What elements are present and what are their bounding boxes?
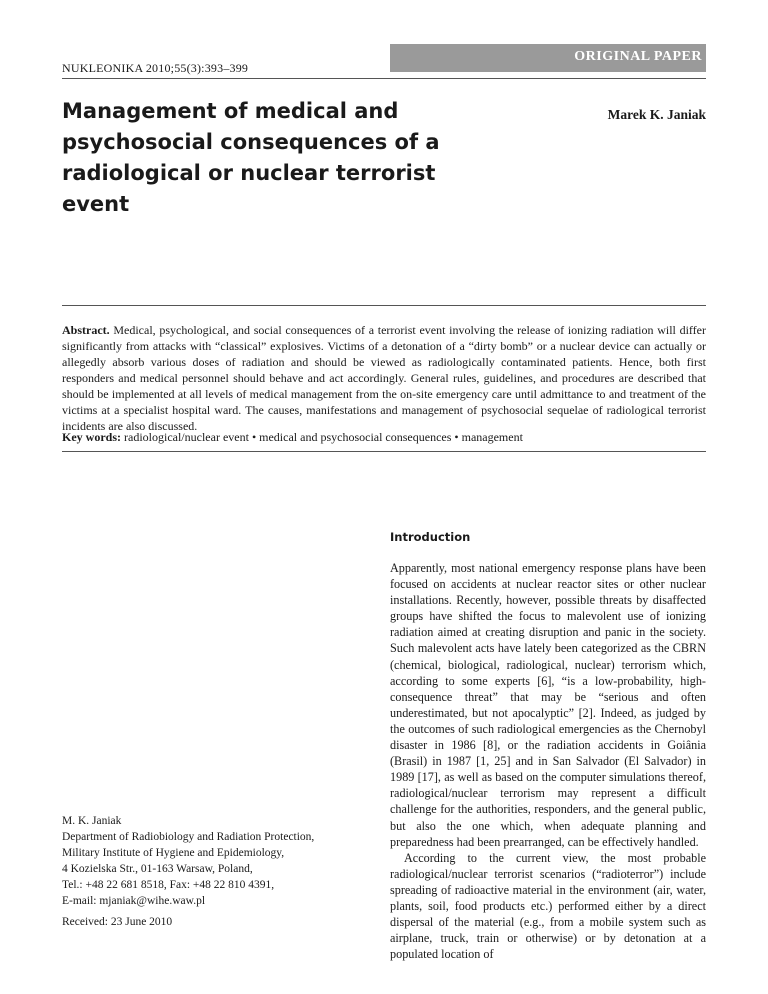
keywords-text: radiological/nuclear event • medical and psychosocial consequences • management [121, 430, 523, 444]
author-name: Marek K. Janiak [607, 107, 706, 122]
paper-title: Management of medical and psychosocial consequences of a radiological or nuclear terrorist event [62, 99, 440, 216]
introduction-paragraph: According to the current view, the most probable radiological/nuclear terrorist scenarios (“radioterror”) include spreading of radioactive material in the environment (air, water, plants, soil, food products etc.) performed either by a direct dispersal of the material (e.g., from a mobile system such as airplane, truck, train or otherwise) or by detonation at a populated location of [390, 850, 706, 962]
header-rule [62, 78, 706, 79]
received-date: Received: 23 June 2010 [62, 916, 173, 928]
introduction-body [390, 560, 706, 962]
keywords-bottom-rule [62, 451, 706, 452]
introduction-heading: Introduction [390, 530, 471, 544]
affiliation-email: E-mail: mjaniak@wihe.waw.pl [62, 895, 206, 907]
affiliation-address: 4 Kozielska Str., 01-163 Warsaw, Poland, [62, 863, 253, 875]
keywords-label: Key words: [62, 430, 121, 444]
author-affiliation [62, 813, 382, 909]
keywords [62, 429, 706, 445]
abstract-top-rule [62, 305, 706, 306]
journal-citation: NUKLEONIKA 2010;55(3):393–399 [62, 61, 249, 75]
affiliation-institute: Military Institute of Hygiene and Epidemiology, [62, 847, 285, 859]
affiliation-name: M. K. Janiak [62, 815, 122, 827]
abstract-text: Medical, psychological, and social consequences of a terrorist event involving the release of ionizing radiation will differ significantly from attacks with “classical” explosives. Victims of a detonation of a “dirty bomb” or a nuclear device can actually or allegedly absorb various doses of radiation and should be viewed as radiologically contaminated patients. Hence, both first responders and medical personnel should behave and act accordingly. General rules, guidelines, and procedures are described that should be implemented at all levels of medical management from the on-site emergency care until admittance to and treatment of the victims at a specialist hospital ward. The causes, manifestations and management of psychosocial sequelae of radiological terrorist incidents are also discussed. [62, 323, 706, 433]
affiliation-department: Department of Radiobiology and Radiation Protection, [62, 831, 315, 843]
abstract-label: Abstract. [62, 323, 110, 337]
paper-type-label: ORIGINAL PAPER [574, 49, 702, 64]
abstract [62, 322, 706, 434]
paper-type-banner [390, 44, 706, 72]
introduction-paragraph: Apparently, most national emergency response plans have been focused on accidents at nuclear reactor sites or other nuclear installations. Recently, however, possible threats by disaffected groups have shifted the focus to malevolent use of ionizing radiation aimed at creating disruption and panic in the society. Such malevolent acts have lately been categorized as the CBRN (chemical, biological, radiological, nuclear) terrorism which, according to some experts [6], “is a low-probability, high-consequence threat” that may be “serious and often underestimated, but not apocalyptic” [2]. Indeed, as judged by the outcomes of such radiological emergencies as the Chernobyl disaster in 1986 [8], or the radiation accidents in Goiânia (Brasil) in 1987 [1, 25] and in San Salvador (El Salvador) in 1989 [17], as well as based on the computer simulations thereof, radiological/nuclear terrorism may represent a difficult challenge for the authorities, responders, and the general public, but also the one which, when adequate planning and preparedness had been prearranged, can be effectively handled. [390, 561, 706, 849]
affiliation-phone: Tel.: +48 22 681 8518, Fax: +48 22 810 4391, [62, 879, 275, 891]
